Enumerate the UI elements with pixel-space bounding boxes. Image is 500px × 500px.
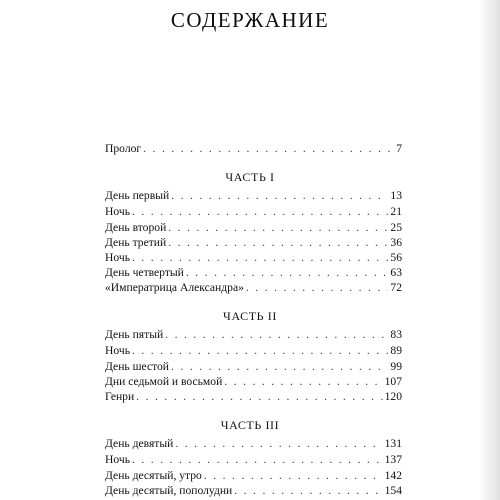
toc-entry	[105, 374, 402, 389]
page-title: СОДЕРЖАНИЕ	[170, 8, 330, 32]
toc-entry-title: День второй	[105, 221, 167, 234]
toc-entry-title: День шестой	[105, 360, 170, 373]
toc-entry-title: День четвертый	[105, 266, 184, 279]
dot-leader	[143, 141, 394, 156]
toc-entry-title: День третий	[105, 236, 167, 249]
toc-page-number: 142	[384, 469, 402, 482]
toc-page-number: 83	[390, 328, 402, 341]
toc-page-number: 36	[390, 236, 402, 249]
toc-entry-title: День первый	[105, 189, 170, 202]
dot-leader	[186, 265, 389, 280]
dot-leader	[132, 452, 383, 467]
toc-page-number: 7	[396, 142, 402, 155]
toc-page-number: 99	[390, 360, 402, 373]
toc-entry	[105, 280, 402, 295]
toc-entry-title: «Императрица Александра»	[105, 281, 244, 294]
part-heading: ЧАСТЬ I	[225, 170, 275, 184]
toc-entry-title: Ночь	[105, 251, 130, 264]
toc-entry	[105, 436, 402, 451]
toc-page-number: 25	[390, 221, 402, 234]
dot-leader	[168, 220, 388, 235]
toc-page-number: 120	[384, 390, 402, 403]
part-heading: ЧАСТЬ II	[223, 309, 277, 323]
dot-leader	[168, 235, 388, 250]
toc-entry	[105, 235, 402, 250]
dot-leader	[224, 374, 382, 389]
toc-page-number: 13	[390, 189, 402, 202]
toc-entry	[105, 220, 402, 235]
toc-entry-title: Ночь	[105, 344, 130, 357]
toc-page-number: 107	[384, 375, 402, 388]
toc-entry	[105, 359, 402, 374]
toc-entry	[105, 204, 402, 219]
toc-entry-title: День девятый	[105, 437, 174, 450]
toc-entry	[105, 483, 402, 498]
dot-leader	[132, 250, 388, 265]
dot-leader	[246, 280, 389, 295]
toc-page-number: 137	[384, 453, 402, 466]
toc-entry-title: День десятый, пополудни	[105, 484, 233, 497]
dot-leader	[234, 483, 382, 498]
toc-entry	[105, 250, 402, 265]
toc-entry-title: День десятый, утро	[105, 469, 202, 482]
dot-leader	[171, 188, 388, 203]
toc-entry-prologue	[105, 141, 402, 156]
toc-entry-title: Ночь	[105, 205, 130, 218]
toc-entry	[105, 327, 402, 342]
toc-entry-title: Ночь	[105, 453, 130, 466]
toc-page-number: 21	[390, 205, 402, 218]
toc-page-number: 131	[384, 437, 402, 450]
toc-entry	[105, 452, 402, 467]
dot-leader	[132, 204, 388, 219]
toc-entry-title: День пятый	[105, 328, 164, 341]
toc-entry	[105, 389, 402, 404]
dot-leader	[204, 468, 383, 483]
dot-leader	[171, 359, 388, 374]
dot-leader	[136, 389, 382, 404]
toc-page-number: 89	[390, 344, 402, 357]
toc-entry-title: Пролог	[105, 142, 142, 155]
part-heading: ЧАСТЬ III	[220, 418, 280, 432]
toc-page-number: 72	[390, 281, 402, 294]
dot-leader	[132, 343, 388, 358]
dot-leader	[175, 436, 382, 451]
toc-entry	[105, 188, 402, 203]
toc-entry	[105, 265, 402, 280]
toc-entry-title: Генри	[105, 390, 135, 403]
toc-entry	[105, 343, 402, 358]
toc-page-number: 154	[384, 484, 402, 497]
toc-page-number: 63	[390, 266, 402, 279]
toc-page-number: 56	[390, 251, 402, 264]
dot-leader	[165, 327, 388, 342]
toc-entry	[105, 468, 402, 483]
toc-entry-title: Дни седьмой и восьмой	[105, 375, 223, 388]
